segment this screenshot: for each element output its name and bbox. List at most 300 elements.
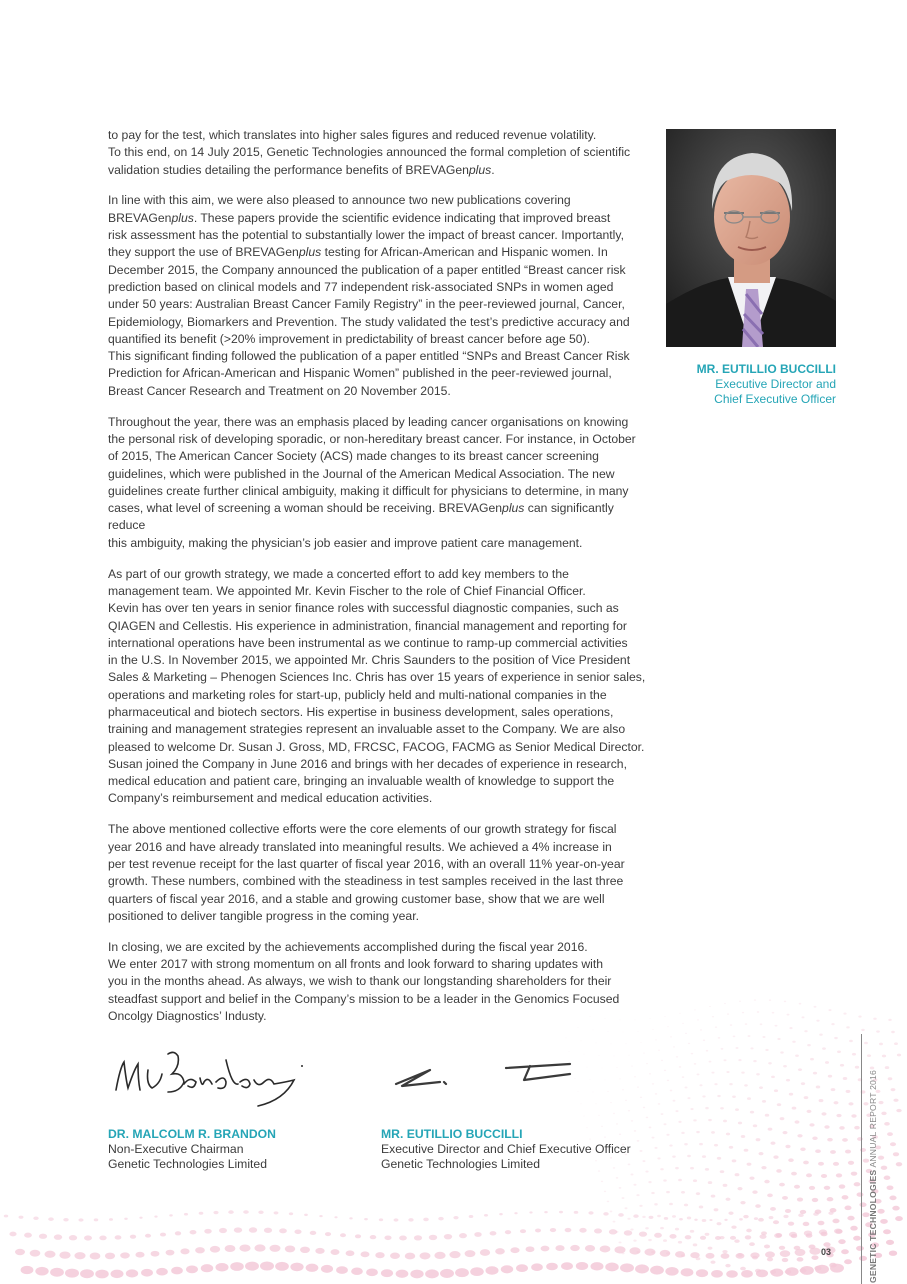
pattern-dot (315, 1248, 324, 1254)
pattern-dot (19, 1216, 24, 1219)
pattern-dot (607, 1091, 609, 1092)
pattern-dot (729, 1083, 732, 1085)
pattern-dot (50, 1268, 64, 1277)
pattern-dot (705, 1168, 709, 1171)
pattern-dot (818, 1221, 825, 1225)
signatory-title: Non-Executive Chairman (108, 1142, 244, 1156)
pattern-dot (370, 1235, 377, 1239)
pattern-dot (743, 1215, 748, 1219)
pattern-dot (364, 1218, 368, 1220)
pattern-dot (819, 1099, 824, 1102)
pattern-dot (514, 1212, 517, 1214)
pattern-dot (792, 1107, 797, 1110)
pattern-dot (544, 1211, 547, 1213)
pattern-dot (459, 1233, 467, 1238)
pattern-dot (757, 1011, 760, 1013)
pattern-dot (642, 1160, 645, 1162)
pattern-dot (678, 1179, 682, 1182)
pattern-dot (145, 1234, 151, 1238)
pattern-dot (885, 1066, 889, 1069)
pattern-dot (721, 1048, 724, 1050)
pattern-dot (195, 1247, 205, 1253)
pattern-dot (795, 1249, 806, 1256)
pattern-dot (788, 1158, 794, 1162)
pattern-dot (691, 1053, 693, 1055)
pattern-dot (777, 1103, 781, 1106)
signatory-company: Genetic Technologies Limited (108, 1157, 267, 1171)
pattern-dot (588, 1211, 593, 1214)
pattern-dot (410, 1270, 423, 1279)
pattern-dot (601, 1181, 603, 1183)
pattern-dot (495, 1248, 505, 1254)
pattern-dot (732, 1096, 736, 1098)
pattern-dot (827, 1138, 833, 1142)
running-footer (868, 1070, 878, 1283)
pattern-dot (821, 1112, 826, 1115)
pattern-dot (801, 1082, 805, 1085)
pattern-dot (738, 1122, 742, 1125)
pattern-dot (652, 1137, 655, 1139)
pattern-dot (648, 1181, 651, 1183)
pattern-dot (124, 1218, 127, 1220)
pattern-dot (594, 1228, 602, 1233)
pattern-dot (687, 1155, 691, 1157)
pattern-dot (699, 1205, 704, 1208)
pattern-dot (702, 1155, 706, 1158)
pattern-dot (894, 1042, 898, 1045)
pattern-dot (604, 1191, 606, 1193)
pattern-dot (720, 1107, 724, 1109)
pattern-dot (687, 1217, 691, 1220)
pattern-dot (739, 1218, 743, 1220)
pattern-dot (890, 1142, 896, 1146)
pattern-dot (714, 1208, 719, 1211)
pattern-dot (310, 1231, 317, 1235)
pattern-dot (725, 1264, 730, 1267)
pattern-dot (444, 1234, 452, 1239)
pattern-dot (854, 1126, 860, 1130)
pattern-dot (730, 1236, 736, 1240)
pattern-dot (770, 1207, 776, 1211)
pattern-dot (889, 1196, 896, 1201)
pattern-dot (786, 1079, 790, 1082)
pattern-dot (711, 1270, 723, 1278)
pattern-dot (825, 1061, 829, 1064)
pattern-dot (705, 1233, 710, 1236)
pattern-dot (304, 1214, 308, 1216)
pattern-dot (570, 1245, 580, 1251)
pattern-dot (603, 1212, 608, 1216)
pattern-dot (696, 1192, 700, 1195)
pattern-dot (876, 1030, 880, 1032)
pattern-dot (883, 1229, 891, 1234)
pattern-dot (600, 1245, 611, 1252)
pattern-dot (765, 1251, 775, 1257)
pattern-dot (204, 1229, 211, 1234)
pattern-dot (199, 1212, 204, 1215)
signatory-name: DR. MALCOLM R. BRANDON (108, 1127, 276, 1141)
pattern-dot (738, 1059, 741, 1061)
pattern-dot (844, 1206, 851, 1211)
pattern-dot (812, 1136, 817, 1140)
pattern-dot (381, 1269, 393, 1277)
pattern-dot (785, 1267, 798, 1276)
pattern-dot (780, 1051, 784, 1053)
pattern-dot (54, 1234, 62, 1239)
pattern-dot (714, 1144, 718, 1147)
pattern-dot (849, 1040, 853, 1042)
pattern-dot (746, 1229, 752, 1233)
pattern-dot (574, 1211, 579, 1214)
pattern-dot (739, 1001, 741, 1002)
pattern-dot (484, 1214, 488, 1217)
pattern-dot (568, 1051, 569, 1052)
pattern-dot (39, 1234, 47, 1239)
signatory-title: Executive Director and Chief Executive Officer (381, 1142, 631, 1156)
pattern-dot (702, 1219, 707, 1222)
pattern-dot (728, 1211, 733, 1214)
pattern-dot (678, 1121, 681, 1123)
pattern-dot (717, 1157, 721, 1160)
pattern-dot (770, 1142, 775, 1145)
pattern-dot (249, 1227, 257, 1232)
pattern-dot (880, 1219, 888, 1224)
pattern-dot (559, 1211, 563, 1214)
pattern-dot (819, 1034, 822, 1036)
pattern-dot (589, 1079, 590, 1080)
pattern-dot (804, 1096, 809, 1099)
pattern-dot (813, 1212, 819, 1216)
pattern-dot (669, 1144, 672, 1146)
pattern-dot (580, 1103, 581, 1104)
pattern-dot (396, 1270, 409, 1278)
caption-role-line1: Executive Director and (715, 377, 836, 391)
pattern-dot (715, 1236, 721, 1240)
pattern-dot (736, 1047, 739, 1049)
pattern-dot (842, 1138, 848, 1142)
pattern-dot (780, 1117, 785, 1120)
pattern-dot (775, 1025, 778, 1027)
pattern-dot (780, 1250, 790, 1257)
pattern-dot (792, 1041, 795, 1043)
pattern-dot (782, 1258, 789, 1262)
pattern-dot (755, 1204, 761, 1208)
pattern-dot (732, 1159, 737, 1162)
pattern-dot (230, 1262, 244, 1271)
pattern-dot (740, 1201, 745, 1204)
pattern-dot (414, 1235, 422, 1240)
pattern-dot (684, 1204, 688, 1207)
pattern-dot (828, 1211, 833, 1214)
pattern-dot (501, 1265, 513, 1273)
pattern-dot (711, 1072, 714, 1074)
pattern-dot (816, 1085, 821, 1088)
pattern-dot (319, 1215, 322, 1217)
pattern-dot (824, 1125, 829, 1128)
pattern-dot (650, 1266, 664, 1275)
pattern-dot (35, 1267, 48, 1276)
pattern-dot (768, 1128, 773, 1131)
signatory-company: Genetic Technologies Limited (381, 1157, 540, 1171)
pattern-dot (800, 1210, 806, 1214)
pattern-dot (44, 1251, 55, 1258)
pattern-dot (754, 999, 756, 1000)
pattern-dot (832, 1219, 839, 1224)
pattern-dot (893, 1152, 899, 1156)
pattern-dot (718, 1037, 721, 1039)
pattern-dot (714, 1083, 717, 1085)
pattern-dot (609, 1229, 617, 1234)
pattern-dot (141, 1269, 153, 1277)
pattern-dot (274, 1211, 279, 1214)
pattern-dot (773, 1155, 778, 1158)
pattern-dot (726, 1133, 730, 1136)
pattern-dot (801, 1016, 804, 1018)
pattern-dot (663, 1179, 667, 1181)
pattern-dot (624, 1230, 632, 1235)
pattern-dot (745, 1023, 748, 1025)
pattern-dot (672, 1155, 676, 1157)
pattern-dot (830, 1264, 844, 1273)
pattern-dot (520, 1229, 526, 1233)
pattern-dot (675, 1251, 685, 1257)
pattern-dot (735, 1108, 739, 1111)
pattern-dot (740, 1267, 746, 1271)
pattern-dot (815, 1149, 821, 1153)
pattern-dot (843, 1013, 846, 1015)
pattern-dot (429, 1235, 437, 1240)
pattern-dot (657, 1157, 660, 1159)
brandon-signature (108, 1040, 308, 1112)
pattern-dot (69, 1235, 77, 1240)
pattern-dot (243, 1210, 249, 1214)
pattern-dot (637, 1086, 639, 1087)
page-number: 03 (821, 1247, 832, 1257)
pattern-dot (675, 1228, 679, 1231)
pattern-dot (614, 1246, 625, 1253)
pattern-dot (619, 1187, 622, 1189)
pattern-dot (678, 1241, 682, 1244)
pattern-dot (681, 1132, 684, 1134)
pattern-dot (864, 1042, 868, 1045)
pattern-dot (604, 1079, 605, 1080)
pattern-dot (115, 1235, 122, 1239)
pattern-dot (666, 1191, 670, 1193)
pattern-dot (279, 1228, 287, 1233)
pattern-dot (151, 1251, 160, 1257)
pattern-dot (628, 1110, 630, 1111)
pattern-dot (765, 1114, 769, 1117)
pattern-dot (660, 1168, 663, 1170)
pattern-dot (730, 1024, 732, 1026)
pattern-dot (846, 1090, 851, 1093)
brand-suffix: plus (468, 162, 492, 177)
pattern-dot (789, 1027, 792, 1029)
caption-role-line2: Chief Executive Officer (714, 392, 836, 406)
pattern-dot (610, 1044, 611, 1045)
pattern-dot (729, 1146, 733, 1149)
pattern-dot (731, 1225, 736, 1228)
pattern-dot (130, 1235, 136, 1239)
pattern-dot (682, 1023, 684, 1024)
pattern-dot (655, 1039, 657, 1040)
pattern-dot (541, 1246, 550, 1252)
pattern-dot (697, 1019, 699, 1020)
pattern-dot (797, 1198, 803, 1202)
pattern-dot (643, 1107, 645, 1109)
pattern-dot (660, 1227, 664, 1230)
pattern-dot (878, 1101, 883, 1104)
pattern-dot (839, 1126, 844, 1130)
pattern-dot (843, 1077, 848, 1080)
pattern-dot (685, 1235, 692, 1239)
pattern-dot (583, 1054, 584, 1055)
pattern-dot (724, 1003, 726, 1004)
pattern-dot (675, 1110, 678, 1112)
pattern-dot (873, 1018, 876, 1020)
pattern-dot (711, 1131, 715, 1134)
pattern-dot (758, 1218, 764, 1222)
pattern-dot (724, 1219, 727, 1221)
pattern-dot (264, 1228, 272, 1233)
pattern-dot (289, 1212, 293, 1215)
pattern-dot (881, 1166, 888, 1170)
pattern-dot (878, 1156, 884, 1160)
pattern-dot (160, 1233, 166, 1237)
pattern-dot (99, 1236, 106, 1241)
pattern-dot (723, 1120, 727, 1123)
pattern-dot (4, 1215, 8, 1218)
pattern-dot (649, 1073, 651, 1074)
pattern-dot (679, 1218, 683, 1220)
pattern-dot (809, 1186, 815, 1190)
pattern-dot (635, 1264, 649, 1273)
pattern-dot (735, 1173, 740, 1176)
pattern-dot (105, 1253, 115, 1260)
pattern-dot (9, 1232, 16, 1237)
pattern-dot (175, 1231, 181, 1235)
pattern-dot (754, 1217, 758, 1220)
pattern-dot (470, 1267, 484, 1276)
pattern-dot (663, 1123, 666, 1125)
pattern-dot (576, 1262, 588, 1270)
pattern-dot (861, 1029, 865, 1031)
pattern-dot (245, 1262, 259, 1271)
pattern-dot (806, 1173, 812, 1177)
pattern-dot (65, 1269, 79, 1278)
pattern-dot (670, 1090, 673, 1092)
pattern-dot (694, 1063, 697, 1065)
pattern-dot (750, 1047, 753, 1049)
pattern-dot (749, 1242, 755, 1246)
executive-portrait (666, 129, 836, 347)
pattern-dot (340, 1233, 346, 1237)
body-paragraph: As part of our growth strategy, we made a concerted effort to add key members to the management team. We appointed Mr. Kevin Fischer to the role of Chief Financial Officer. Kevin has over ten years in senior finance roles with successful diagnostic companies, such as QIAGEN and Cellestis. His experience in administration, financial management and reporting for international operations have been instrumental as we continue to ramp-up commercial activities in the U.S. In November 2015, we appointed Mr. Chris Saunders to the position of Vice President Sales & Marketing – Phenogen Sciences Inc. Chris has over 15 years of experience in senior sales, operations and marketing roles for start-up, publicly held and multi-national companies in the pharmaceutical and biotech sectors. His expertise in business development, sales operations, training and management strategies represent an invaluable asset to the Company. We are also pleased to welcome Dr. Susan J. Gross, MD, FRCSC, FACOG, FACMG as Senior Medical Director. Susan joined the Company in June 2016 and brings with her decades of experience in research, medical education and patient care, bringing an invaluable wealth of knowledge to support the Company’s reimbursement and medical education activities. (108, 566, 646, 806)
pattern-dot (838, 1239, 845, 1244)
pattern-dot (438, 1217, 444, 1221)
pattern-dot (809, 1248, 820, 1255)
pattern-dot (836, 1173, 842, 1177)
pattern-dot (645, 1170, 648, 1172)
pattern-dot (625, 1100, 627, 1101)
pattern-dot (818, 1162, 824, 1166)
pattern-dot (759, 1234, 766, 1239)
pattern-dot (819, 1229, 827, 1234)
pattern-dot (664, 1016, 666, 1017)
pattern-dot (764, 1245, 770, 1249)
pattern-dot (856, 1246, 864, 1251)
pattern-dot (408, 1218, 413, 1221)
pattern-dot (705, 1107, 709, 1109)
pattern-dot (325, 1232, 331, 1236)
pattern-dot (699, 1143, 703, 1146)
pattern-dot (795, 1054, 799, 1056)
pattern-dot (30, 1250, 41, 1257)
pattern-dot (896, 1109, 901, 1112)
pattern-dot (78, 1218, 83, 1221)
pattern-dot (640, 1097, 642, 1098)
pattern-dot (846, 1026, 849, 1028)
pattern-dot (634, 1076, 636, 1077)
pattern-dot (166, 1250, 175, 1256)
pattern-dot (854, 1182, 861, 1186)
pattern-dot (673, 1046, 675, 1047)
pattern-dot (184, 1213, 188, 1216)
pattern-dot (526, 1246, 535, 1252)
pattern-dot (797, 1134, 802, 1137)
pattern-dot (640, 1150, 643, 1152)
pattern-dot (844, 1259, 852, 1264)
pattern-dot (306, 1264, 319, 1272)
pattern-dot (546, 1263, 558, 1271)
pattern-dot (228, 1210, 234, 1214)
side-divider (861, 1034, 862, 1284)
pattern-dot (63, 1218, 68, 1222)
pattern-dot (702, 1095, 705, 1097)
pattern-dot (747, 1163, 752, 1166)
pattern-dot (897, 1054, 901, 1057)
pattern-dot (399, 1235, 407, 1240)
pattern-dot (453, 1216, 458, 1219)
pattern-dot (94, 1218, 99, 1221)
pattern-dot (275, 1262, 289, 1271)
pattern-dot (334, 1216, 337, 1218)
pattern-dot (565, 1228, 572, 1232)
pattern-dot (756, 1138, 761, 1141)
pattern-dot (210, 1246, 220, 1253)
pattern-dot (109, 1218, 113, 1221)
pattern-dot (679, 1013, 681, 1014)
pattern-dot (694, 1219, 697, 1221)
pattern-dot (555, 1245, 564, 1251)
pattern-dot (727, 1013, 729, 1014)
pattern-dot (720, 1170, 725, 1173)
pattern-dot (616, 1067, 618, 1068)
pattern-dot (804, 1231, 812, 1236)
pattern-dot (648, 1239, 652, 1241)
pattern-dot (629, 1247, 640, 1254)
pattern-dot (721, 1253, 730, 1259)
pattern-dot (331, 1249, 340, 1255)
pattern-dot (186, 1265, 198, 1273)
pattern-dot (784, 1001, 787, 1003)
pattern-dot (640, 1042, 642, 1043)
pattern-dot (516, 1264, 528, 1272)
pattern-dot (828, 1075, 832, 1078)
pattern-dot (505, 1230, 511, 1234)
pattern-dot (126, 1269, 138, 1277)
body-paragraph: Throughout the year, there was an emphasis placed by leading cancer organisations on knowing the personal risk of developing sporadic, or non-hereditary breast cancer. For instance, in October of 2015, The American Cancer Society (ACS) made changes to its breast cancer screening guidelines, which were published in the Journal of the American Medical Association. The new guidelines create further clinical ambiguity, making it difficult for physicians to determine, in many cases, what level of screening a woman should be receiving. BREVAGenplus can significantly reduce this ambiguity, making the physician’s job easier and improve patient care management. (108, 414, 636, 550)
